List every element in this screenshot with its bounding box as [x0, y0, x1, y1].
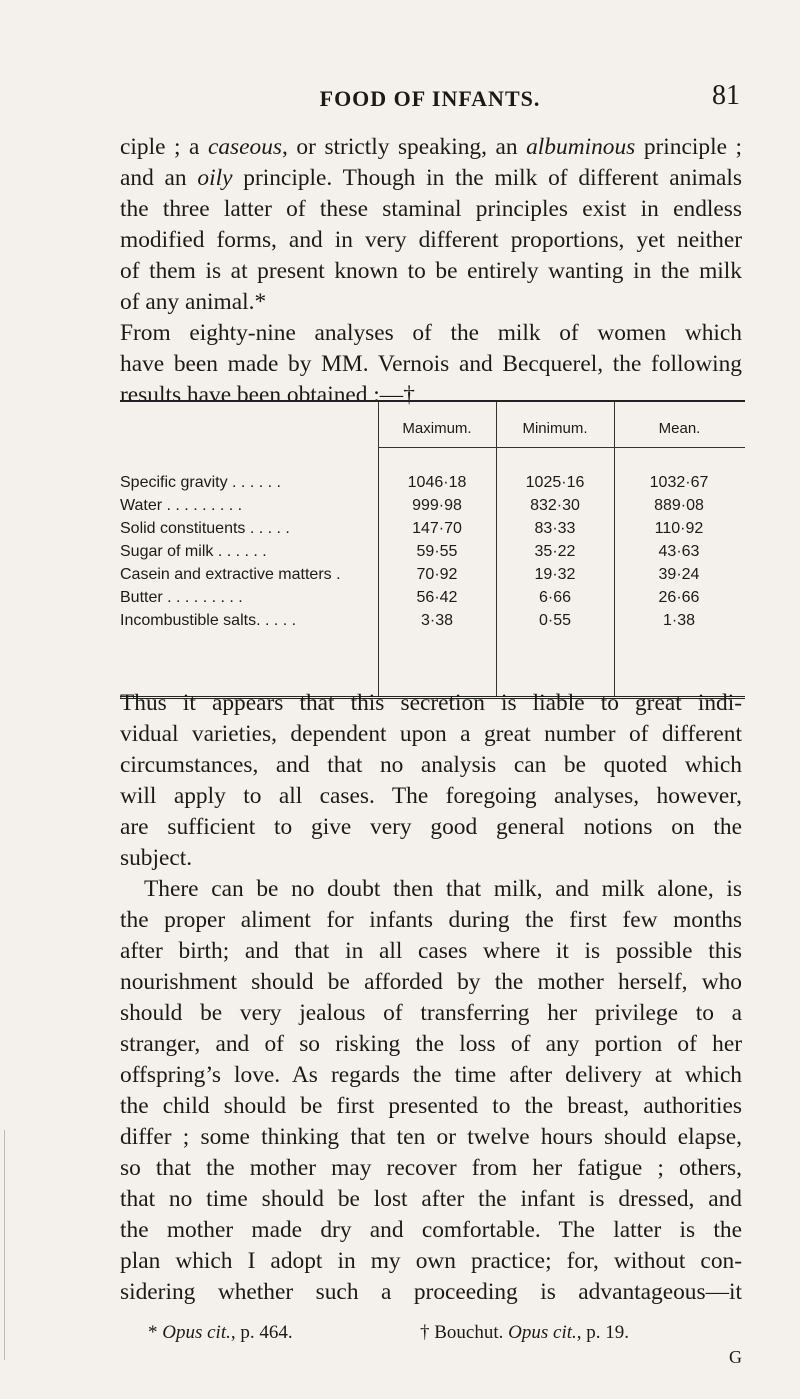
text-line: and an oily principle. Though in the milk of different animals — [120, 165, 742, 191]
running-header — [120, 80, 740, 116]
page-edge-line — [4, 1130, 5, 1360]
paragraph-1 — [120, 132, 742, 318]
text-line: the mother made dry and comfortable. The latter is the — [120, 1217, 742, 1243]
table-row: Sugar of milk . . . . . . 59·55 35·22 43·63 — [120, 543, 700, 560]
table-row: Specific gravity . . . . . . 1046·18 1025·16 1032·67 — [120, 474, 709, 491]
signature-mark: G — [729, 1347, 742, 1367]
text-line: sidering whether such a proceeding is advantageous—it — [120, 1279, 742, 1305]
header-maximum: Maximum. — [402, 420, 472, 437]
text-line: vidual varieties, dependent upon a great number of different — [120, 721, 742, 747]
text-line: modified forms, and in very different proportions, yet neither — [120, 227, 742, 253]
text-line: of them is at present known to be entirely wanting in the milk — [120, 258, 742, 284]
table-top-rule — [120, 400, 745, 402]
page-title: FOOD OF INFANTS. — [319, 86, 541, 111]
text-line: differ ; some thinking that ten or twelve hours should elapse, — [120, 1124, 742, 1150]
text-line: Thus it appears that this secretion is liable to great indi- — [120, 690, 742, 716]
text-line: are sufficient to give very good general notions on the — [120, 814, 742, 840]
footnote-2: † Bouchut. Opus cit., p. 19. — [420, 1322, 629, 1343]
text-line: From eighty-nine analyses of the milk of women which — [120, 320, 742, 346]
text-line: the child should be first presented to the breast, authorities — [120, 1093, 742, 1119]
text-line: will apply to all cases. The foregoing analyses, however, — [120, 783, 742, 809]
header-minimum: Minimum. — [522, 420, 588, 437]
text-line: after birth; and that in all cases where it is possible this — [120, 938, 742, 964]
table-row: Solid constituents . . . . . 147·70 83·33 110·92 — [120, 520, 704, 537]
text-line: offspring’s love. As regards the time after delivery at which — [120, 1062, 742, 1088]
paragraph-4 — [120, 874, 742, 1308]
text-line: subject. — [120, 845, 193, 871]
table-row: Water . . . . . . . . . 999·98 832·30 889·08 — [120, 497, 704, 514]
text-line: ciple ; a caseous, or strictly speaking, an albuminous principle ; — [120, 134, 742, 160]
table-row: Butter . . . . . . . . . 56·42 6·66 26·66 — [120, 589, 700, 606]
text-line: the three latter of these staminal principles exist in endless — [120, 196, 742, 222]
paragraph-3 — [120, 688, 742, 874]
text-line: should be very jealous of transferring her privilege to a — [120, 1000, 742, 1026]
table-row: Incombustible salts. . . . . 3·38 0·55 1·38 — [120, 612, 696, 629]
text-line: plan which I adopt in my own practice; for, without con- — [120, 1248, 742, 1274]
text-line: that no time should be lost after the infant is dressed, and — [120, 1186, 742, 1212]
header-mean: Mean. — [658, 420, 701, 437]
milk-analysis-table — [120, 400, 745, 702]
text-line: have been made by MM. Vernois and Becquerel, the following — [120, 351, 742, 377]
text-line: stranger, and of so risking the loss of any portion of her — [120, 1031, 742, 1057]
text-line: There can be no doubt then that milk, and milk alone, is — [144, 876, 742, 902]
paragraph-2 — [120, 318, 742, 411]
footnote-1: * Opus cit., p. 464. — [148, 1322, 293, 1343]
header-rule — [378, 447, 745, 448]
text-line: results have been obtained :—† — [120, 382, 415, 408]
text-line: so that the mother may recover from her fatigue ; others, — [120, 1155, 742, 1181]
text-line: the proper aliment for infants during the first few months — [120, 907, 742, 933]
page-number: 81 — [712, 80, 740, 111]
text-line: of any animal.* — [120, 289, 267, 315]
table-row: Casein and extractive matters . 70·92 19·32 39·24 — [120, 566, 700, 583]
text-line: nourishment should be afforded by the mother herself, who — [120, 969, 742, 995]
text-line: circumstances, and that no analysis can be quoted which — [120, 752, 742, 778]
